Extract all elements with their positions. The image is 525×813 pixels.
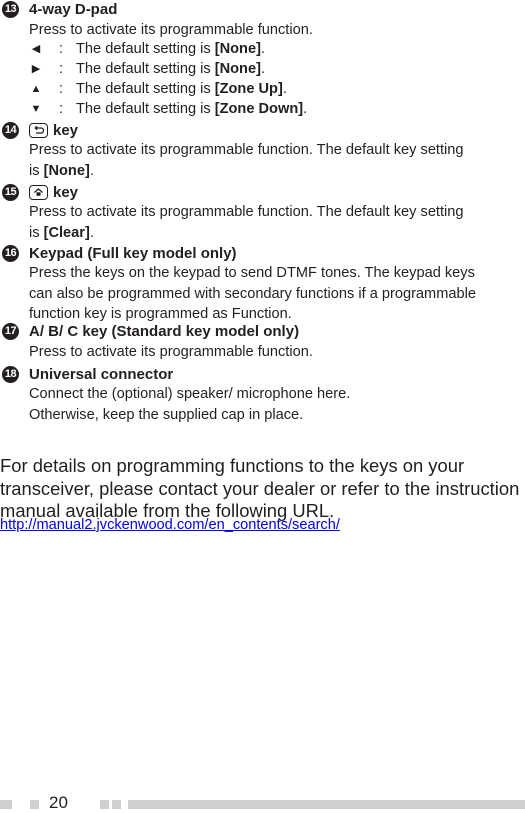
right-arrow-icon: ▶ (31, 63, 41, 75)
item-title: Universal connector (29, 366, 174, 383)
item-description: Press to activate its programmable function. (29, 22, 313, 38)
item-title: Keypad (Full key model only) (29, 245, 237, 262)
back-key-icon (29, 123, 48, 138)
down-arrow-icon: ▼ (30, 103, 42, 115)
item-title: key (29, 184, 78, 202)
item-number-badge: 14 (2, 122, 19, 139)
home-key-icon (29, 185, 48, 200)
footer-bar (30, 800, 39, 809)
item-number-badge: 13 (2, 1, 19, 18)
up-arrow-icon: ▲ (30, 83, 42, 95)
item-description: Press to activate its programmable function. The default key setting is [Clear]. (29, 204, 464, 241)
manual-url-link[interactable]: http://manual2.jvckenwood.com/en_contents/search/ (0, 517, 340, 533)
item-title: key (29, 122, 78, 140)
item-number-badge: 15 (2, 184, 19, 201)
item-title: 4-way D-pad (29, 1, 118, 18)
item-description: Connect the (optional) speaker/ microphone here. Otherwise, keep the supplied cap in place. (29, 386, 351, 423)
footer-bar (112, 800, 121, 809)
footer-bar (0, 800, 12, 809)
item-number-badge: 17 (2, 323, 19, 340)
item-description: Press to activate its programmable function. The default key setting is [None]. (29, 142, 464, 179)
item-number-badge: 16 (2, 245, 19, 262)
item-number-badge: 18 (2, 366, 19, 383)
item-title: A/ B/ C key (Standard key model only) (29, 323, 300, 340)
footer-bar (128, 800, 525, 809)
item-description: Press the keys on the keypad to send DTMF tones. The keypad keys can also be programmed with secondary functions if a programmable function key is programmed as Function. (29, 265, 476, 322)
page-number: 20 (49, 793, 68, 812)
programming-note: For details on programming functions to the keys on your transceiver, please contact your dealer or refer to the instruction manual available from the following URL. (0, 455, 520, 521)
footer-bar (100, 800, 109, 809)
item-description: Press to activate its programmable function. (29, 344, 313, 360)
left-arrow-icon: ◀ (31, 43, 41, 55)
